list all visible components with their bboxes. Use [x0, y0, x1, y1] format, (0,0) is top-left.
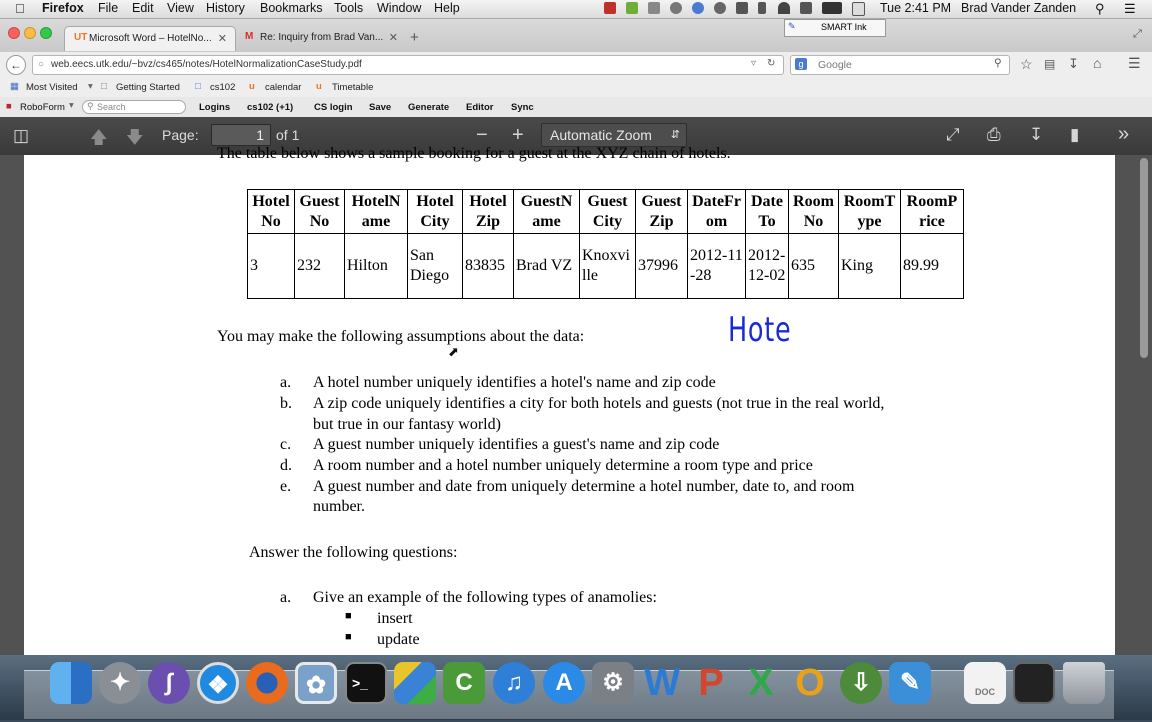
list-item: A zip code uniquely identifies a city for both hotels and guests (not true in the real world, [313, 395, 885, 412]
list-item-continued: number. [313, 498, 365, 515]
question-item: Give an example of the following types of anamolies: [313, 589, 657, 606]
bullet-icon: ■ [345, 631, 352, 643]
roboform-bar [0, 97, 1152, 118]
google-icon[interactable]: g [795, 58, 807, 70]
bookmark-cs102[interactable]: cs102 [210, 82, 236, 93]
cell-guest-name: Brad VZ [514, 234, 580, 299]
roboform-label[interactable]: RoboForm [20, 102, 65, 113]
dropdown-icon[interactable]: ▿ [751, 58, 757, 69]
cell-hotel-no: 3 [248, 234, 295, 299]
preview-icon[interactable]: ✿ [295, 662, 337, 704]
header-date-to: Date To [746, 190, 789, 234]
ut-icon: u [249, 81, 255, 92]
sync-icon[interactable] [692, 2, 704, 14]
bullet-icon: ■ [345, 610, 352, 622]
network-icon[interactable]: ⇩ [840, 662, 882, 704]
ut-icon: u [316, 81, 322, 92]
tab-gmail[interactable] [236, 26, 406, 50]
search-icon[interactable]: ⚲ [994, 57, 1002, 69]
bookmark-timetable[interactable]: Timetable [332, 82, 374, 93]
roboform-generate[interactable]: Generate [408, 102, 450, 113]
close-tab-icon[interactable]: ✕ [217, 33, 227, 45]
menu-history[interactable]: History [206, 1, 245, 15]
zoom-out-icon[interactable]: − [476, 124, 488, 146]
wifi-icon[interactable] [778, 2, 790, 14]
header-hotel-no: Hotel No [248, 190, 295, 234]
roboform-search-input[interactable]: ⚲ Search [82, 100, 186, 114]
roboform-logins[interactable]: Logins [199, 102, 231, 113]
anomaly-item: update [377, 631, 420, 648]
menu-bookmarks[interactable]: Bookmarks [260, 1, 323, 15]
bookmark-icon[interactable]: ▮ [1070, 125, 1080, 144]
menu-file[interactable]: File [98, 1, 119, 15]
emacs-icon[interactable]: ∫ [148, 662, 190, 704]
header-hotel-name: HotelN ame [345, 190, 408, 234]
table-header-row [248, 190, 964, 234]
download-icon[interactable]: ↧ [1029, 125, 1044, 144]
search-bar[interactable] [790, 55, 1010, 75]
list-marker: a. [280, 374, 292, 391]
powerpoint-icon[interactable]: P [698, 662, 724, 704]
list-marker: e. [280, 478, 292, 495]
firefox-icon[interactable] [246, 662, 288, 704]
menu-view[interactable]: View [167, 1, 194, 15]
bluetooth-icon[interactable] [758, 2, 766, 14]
presentation-mode-icon[interactable]: ⤢ [946, 125, 960, 144]
cell-date-to: 2012-12-02 [746, 234, 789, 299]
page-label: Page: [162, 127, 199, 143]
documents-icon[interactable]: DOC [964, 662, 1006, 704]
header-room-type: RoomT ype [839, 190, 901, 234]
bookmark-getting-started[interactable]: Getting Started [116, 82, 180, 93]
list-marker: d. [280, 457, 292, 474]
fullscreen-icon[interactable]: ⤢ [1133, 28, 1142, 40]
ut-favicon-icon: UT [74, 32, 88, 43]
new-tab-icon[interactable]: + [410, 29, 419, 46]
list-item: A guest number uniquely identifies a guest's name and zip code [313, 436, 720, 453]
print-icon[interactable]: ⎙ [987, 125, 1001, 144]
pdf-page [24, 145, 1115, 655]
battery-icon[interactable] [822, 2, 842, 14]
excel-icon[interactable]: X [748, 662, 774, 704]
spotlight-icon[interactable]: ⚲ [1095, 1, 1105, 16]
itunes-icon[interactable]: ♫ [493, 662, 535, 704]
header-date-from: DateFr om [688, 190, 746, 234]
roboform-icon: ■ [6, 101, 12, 112]
menu-help[interactable]: Help [434, 1, 460, 15]
system-preferences-icon[interactable]: ⚙ [592, 662, 634, 704]
globe-icon: ○ [38, 59, 45, 70]
close-tab-icon[interactable]: ✕ [388, 32, 398, 44]
roboform-sync[interactable]: Sync [511, 102, 534, 113]
back-button[interactable]: ← [6, 55, 26, 75]
safari-icon[interactable]: ❖ [197, 662, 239, 704]
list-item: A guest number and date from uniquely determine a hotel number, date to, and room [313, 478, 855, 495]
user-name[interactable]: Brad Vander Zanden [961, 1, 1077, 15]
page-number-input[interactable]: 1 [211, 124, 271, 146]
smart-ink-toolbar[interactable] [784, 19, 886, 37]
tools-chevron-icon[interactable]: » [1118, 123, 1130, 145]
tab-microsoft-word[interactable] [64, 26, 236, 51]
header-hotel-zip: Hotel Zip [463, 190, 514, 234]
download-icon[interactable]: ↧ [1068, 56, 1079, 71]
search-icon: ⚲ [87, 101, 94, 111]
previous-page-icon[interactable]: 🡅 [90, 128, 108, 147]
search-input[interactable]: Google [818, 59, 852, 71]
roboform-editor[interactable]: Editor [466, 102, 494, 113]
gmail-favicon-icon: M [245, 31, 254, 42]
home-icon[interactable]: ⌂ [1093, 55, 1102, 71]
header-room-price: RoomP rice [901, 190, 964, 234]
volume-icon[interactable] [800, 2, 812, 14]
trash-icon[interactable] [1063, 662, 1105, 704]
camtasia-icon[interactable]: C [443, 662, 485, 704]
vertical-scrollbar[interactable] [1140, 158, 1148, 358]
list-marker: a. [280, 589, 292, 606]
mouse-cursor-icon: ⬈ [448, 345, 459, 360]
booking-table [247, 189, 964, 299]
next-page-icon[interactable]: 🡇 [126, 128, 144, 147]
grid-icon[interactable] [648, 2, 660, 14]
cell-hotel-city: San Diego [408, 234, 463, 299]
cell-hotel-name: Hilton [345, 234, 408, 299]
menu-edit[interactable]: Edit [132, 1, 154, 15]
zoom-select[interactable]: Automatic Zoom ⇵ [541, 123, 687, 147]
url-bar[interactable] [32, 55, 784, 75]
reading-list-icon[interactable]: ▤ [1044, 57, 1056, 71]
list-marker: b. [280, 395, 292, 412]
menu-icon[interactable]: ☰ [1128, 55, 1141, 71]
apple-icon[interactable] [15, 1, 25, 16]
cell-room-no: 635 [789, 234, 839, 299]
finder-icon[interactable] [50, 662, 92, 704]
word-icon[interactable]: W [644, 662, 680, 704]
time-machine-icon[interactable] [714, 2, 726, 14]
cell-date-from: 2012-11-28 [688, 234, 746, 299]
url-text[interactable]: web.eecs.utk.edu/~bvz/cs465/notes/HotelNormalizationCaseStudy.pdf [51, 59, 362, 70]
menu-tools[interactable]: Tools [334, 1, 364, 15]
roboform-cs102[interactable]: cs102 (+1) [247, 102, 294, 113]
app-store-icon[interactable]: A [543, 662, 585, 704]
list-item-continued: but true in our fantasy world) [313, 416, 501, 433]
list-item: A room number and a hotel number uniquely determine a room type and price [313, 457, 813, 474]
bookmarks-bar [0, 78, 1152, 97]
roboform-cs-login[interactable]: CS login [314, 102, 353, 113]
header-guest-no: Guest No [295, 190, 345, 234]
questions-heading: Answer the following questions: [249, 544, 458, 561]
tab-title: Microsoft Word – HotelNo... [89, 33, 212, 44]
smart-ink-label: SMART Ink [821, 22, 867, 32]
list-item: A hotel number uniquely identifies a hotel's name and zip code [313, 374, 716, 391]
assumptions-heading: You may make the following assumptions about the data: [217, 328, 585, 345]
handwritten-annotation: Hote [728, 310, 792, 350]
clock[interactable]: Tue 2:41 PM [880, 1, 952, 15]
cell-room-price: 89.99 [901, 234, 964, 299]
header-guest-name: GuestN ame [514, 190, 580, 234]
header-guest-city: Guest City [580, 190, 636, 234]
cell-guest-city: Knoxville [580, 234, 636, 299]
cell-room-type: King [839, 234, 901, 299]
most-visited-icon: ▦ [10, 81, 19, 92]
pen-icon[interactable]: ✎ [788, 21, 796, 31]
header-hotel-city: Hotel City [408, 190, 463, 234]
display-icon[interactable] [736, 2, 748, 14]
notification-icon[interactable]: ☰ [1124, 1, 1136, 16]
header-room-no: Room No [789, 190, 839, 234]
chevron-down-icon[interactable]: ▾ [69, 100, 74, 111]
list-marker: c. [280, 436, 292, 453]
launchpad-icon[interactable]: ✦ [99, 662, 141, 704]
menu-window[interactable]: Window [377, 1, 422, 15]
minimize-window-button[interactable] [24, 27, 36, 39]
sidebar-toggle-icon[interactable]: ◫ [13, 126, 30, 145]
tab-title: Re: Inquiry from Brad Van... [260, 32, 384, 43]
cell-guest-no: 232 [295, 234, 345, 299]
intro-text: The table below shows a sample booking for a guest at the XYZ chain of hotels. [217, 145, 731, 162]
circle-icon[interactable] [670, 2, 682, 14]
menu-bar [0, 0, 1152, 19]
chevron-down-icon[interactable]: ▾ [88, 81, 93, 92]
evernote-icon[interactable] [626, 2, 638, 14]
zoom-in-icon[interactable]: + [512, 124, 524, 146]
page-icon: □ [101, 81, 107, 92]
chevron-updown-icon: ⇵ [670, 129, 680, 141]
bookmark-star-icon[interactable]: ☆ [1020, 56, 1033, 72]
bookmark-calendar[interactable]: calendar [265, 82, 302, 93]
screen-icon[interactable] [1013, 662, 1055, 704]
menu-app-name[interactable]: Firefox [42, 1, 84, 15]
close-window-button[interactable] [8, 27, 20, 39]
terminal-icon[interactable]: >_ [345, 662, 387, 704]
header-guest-zip: Guest Zip [636, 190, 688, 234]
zoom-window-button[interactable] [40, 27, 52, 39]
roboform-save[interactable]: Save [369, 102, 392, 113]
outlook-icon[interactable]: O [795, 662, 825, 704]
flag-icon[interactable] [852, 2, 865, 16]
textedit-icon[interactable]: ✎ [889, 662, 931, 704]
cell-hotel-zip: 83835 [463, 234, 514, 299]
page-total: of 1 [276, 127, 300, 143]
cell-guest-zip: 37996 [636, 234, 688, 299]
bookmark-most-visited[interactable]: Most Visited [26, 82, 78, 93]
table-row [248, 234, 964, 299]
blocks-icon[interactable] [394, 662, 436, 704]
anomaly-item: insert [377, 610, 413, 627]
reload-icon[interactable]: ↻ [767, 58, 776, 69]
page-icon: □ [195, 81, 201, 92]
record-icon[interactable] [604, 2, 616, 14]
